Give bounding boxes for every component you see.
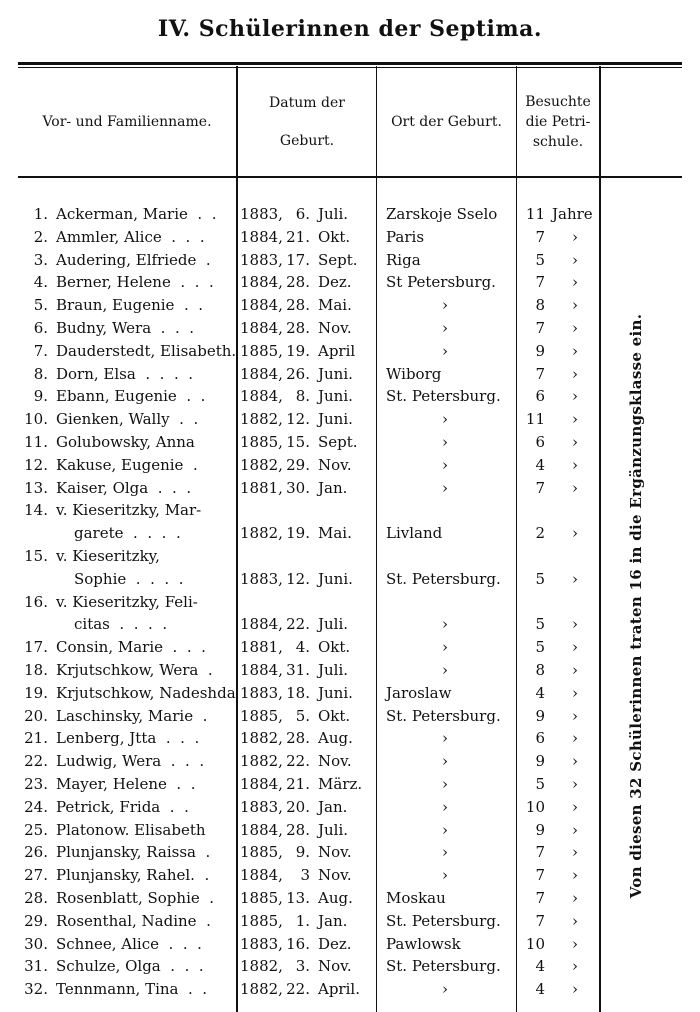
birth-place: Paris	[386, 227, 425, 246]
birth-year: 1883,	[240, 250, 283, 269]
birth-place: Wiborg	[386, 364, 442, 383]
birth-month: Nov.	[318, 319, 352, 337]
birth-year: 1882,	[240, 980, 283, 999]
table-row-number: 23.	[24, 775, 48, 793]
birth-year: 1884,	[240, 387, 283, 406]
student-name: Kaiser, Olga . . .	[56, 478, 192, 497]
birth-year: 1884,	[240, 820, 283, 839]
years-unit: ›	[572, 820, 578, 839]
birth-day: 31.	[286, 661, 310, 679]
birth-place: St. Petersburg.	[386, 706, 501, 725]
birth-place: ›	[442, 661, 448, 679]
birth-place: ›	[442, 615, 448, 634]
student-name: Plunjansky, Raissa .	[56, 843, 211, 862]
years-attended: 4	[535, 980, 545, 999]
birth-day: 6.	[295, 205, 310, 223]
birth-month: Jan.	[318, 797, 348, 816]
student-name: Dorn, Elsa . . . .	[56, 364, 194, 383]
birth-month: Nov.	[318, 455, 352, 474]
table-row-number: 5.	[33, 296, 48, 315]
birth-day: 26.	[286, 364, 310, 383]
table-row-number: 25.	[24, 820, 48, 839]
birth-place: ›	[442, 433, 448, 451]
column-rule-4	[599, 66, 601, 1012]
birth-month: Nov.	[318, 866, 352, 885]
birth-day: 3	[300, 866, 310, 885]
birth-month: Juni.	[318, 410, 353, 429]
years-unit: ›	[572, 410, 578, 429]
birth-year: 1884,	[240, 364, 283, 383]
birth-month: Sept.	[318, 250, 358, 269]
birth-place: St. Petersburg.	[386, 387, 501, 406]
birth-year: 1884,	[240, 319, 283, 337]
birth-day: 13.	[286, 889, 310, 907]
years-unit: ›	[572, 661, 578, 679]
birth-year: 1882,	[240, 410, 283, 429]
birth-month: April	[318, 341, 356, 360]
student-name: Mayer, Helene . .	[56, 775, 196, 793]
table-row-number: 10.	[24, 410, 48, 429]
birth-year: 1884,	[240, 273, 283, 292]
table-row-number: 9.	[33, 387, 48, 406]
birth-year: 1885,	[240, 706, 283, 725]
birth-month: Aug.	[318, 729, 353, 748]
birth-day: 22.	[286, 980, 310, 999]
student-name: Tennmann, Tina . .	[56, 980, 208, 999]
student-name: Ackerman, Marie . .	[56, 205, 217, 223]
student-name: Golubowsky, Anna	[56, 433, 195, 451]
table-row-number: 3.	[33, 250, 48, 269]
table-row-number: 26.	[24, 843, 48, 862]
table-row-number: 31.	[24, 957, 48, 976]
birth-place: ›	[442, 341, 448, 360]
birth-day: 22.	[286, 615, 310, 634]
table-row-number: 19.	[24, 683, 48, 702]
years-unit: Jahre	[552, 205, 593, 223]
years-unit: ›	[572, 889, 578, 907]
years-unit: ›	[572, 775, 578, 793]
birth-day: 1.	[295, 911, 310, 930]
birth-place: St. Petersburg.	[386, 569, 501, 588]
student-name: Schulze, Olga . . .	[56, 957, 204, 976]
birth-year: 1882,	[240, 957, 283, 976]
birth-day: 19.	[286, 524, 310, 543]
birth-day: 28.	[286, 296, 310, 315]
student-name: Krjutschkow, Wera .	[56, 661, 213, 679]
birth-day: 28.	[286, 319, 310, 337]
birth-day: 9.	[295, 843, 310, 862]
student-name: Sophie . . . .	[74, 569, 184, 588]
birth-month: Juli.	[318, 205, 349, 223]
birth-year: 1885,	[240, 341, 283, 360]
years-unit: ›	[572, 433, 578, 451]
table-row-number: 22.	[24, 752, 48, 771]
years-attended: 5	[535, 569, 545, 588]
birth-place: ›	[442, 843, 448, 862]
years-unit: ›	[572, 706, 578, 725]
birth-place: ›	[442, 410, 448, 429]
student-name: Petrick, Frida . .	[56, 797, 189, 816]
header-name: Vor- und Familienname.	[42, 114, 212, 130]
table-row-number: 15.	[24, 547, 48, 565]
years-unit: ›	[572, 615, 578, 634]
header-bottom-rule	[18, 176, 682, 178]
table-row-number: 21.	[24, 729, 48, 748]
table-row-number: 13.	[24, 478, 48, 497]
birth-day: 28.	[286, 820, 310, 839]
birth-place: ›	[442, 729, 448, 748]
birth-month: März.	[318, 775, 363, 793]
birth-day: 22.	[286, 752, 310, 771]
birth-place: ›	[442, 478, 448, 497]
birth-month: Mai.	[318, 524, 352, 543]
student-name: Platonow. Elisabeth	[56, 820, 206, 839]
birth-month: Juni.	[318, 683, 353, 702]
birth-year: 1882,	[240, 455, 283, 474]
birth-place: Zarskoje Sselo	[386, 205, 498, 223]
student-name: Ebann, Eugenie . .	[56, 387, 206, 406]
student-name: v. Kieseritzky,	[56, 547, 160, 565]
birth-year: 1882,	[240, 752, 283, 771]
birth-year: 1884,	[240, 227, 283, 246]
birth-year: 1885,	[240, 843, 283, 862]
years-attended: 8	[535, 661, 545, 679]
birth-place: St Petersburg.	[386, 273, 496, 292]
birth-year: 1882,	[240, 524, 283, 543]
birth-year: 1882,	[240, 729, 283, 748]
header-visit-line3: schule.	[532, 134, 584, 150]
student-name: Ammler, Alice . . .	[56, 227, 205, 246]
student-name: Dauderstedt, Elisabeth.	[56, 341, 237, 360]
years-unit: ›	[572, 934, 578, 953]
birth-month: Jan.	[318, 911, 348, 930]
birth-day: 15.	[286, 433, 310, 451]
birth-month: Dez.	[318, 273, 352, 292]
years-unit: ›	[572, 683, 578, 702]
birth-month: Aug.	[318, 889, 353, 907]
table-row-number: 1.	[33, 205, 48, 223]
student-name: Braun, Eugenie . .	[56, 296, 204, 315]
years-attended: 4	[535, 683, 545, 702]
table-row-number: 8.	[33, 364, 48, 383]
side-note-text: Von diesen 32 Schülerinnen traten 16 in die Ergänzungsklasse ein.	[627, 313, 645, 899]
birth-place: ›	[442, 752, 448, 771]
birth-year: 1883,	[240, 205, 283, 223]
years-attended: 5	[535, 775, 545, 793]
years-attended: 9	[535, 820, 545, 839]
birth-month: Okt.	[318, 706, 351, 725]
years-attended: 4	[535, 957, 545, 976]
birth-place: ›	[442, 638, 448, 657]
birth-day: 20.	[286, 797, 310, 816]
birth-day: 4.	[295, 638, 310, 657]
birth-month: Jan.	[318, 478, 348, 497]
top-rule-thick	[18, 62, 682, 65]
birth-day: 19.	[286, 341, 310, 360]
years-attended: 5	[535, 250, 545, 269]
header-visit-line2: die Petri-	[525, 114, 591, 130]
birth-place: Livland	[386, 524, 443, 543]
years-attended: 7	[535, 319, 545, 337]
top-rule-thin	[18, 67, 682, 68]
years-attended: 11	[525, 410, 545, 429]
birth-place: ›	[442, 296, 448, 315]
years-unit: ›	[572, 911, 578, 930]
birth-year: 1883,	[240, 683, 283, 702]
header-place: Ort der Geburt.	[391, 114, 502, 130]
student-name: Berner, Helene . . .	[56, 273, 214, 292]
birth-place: Jaroslaw	[386, 683, 452, 702]
years-unit: ›	[572, 387, 578, 406]
birth-year: 1881,	[240, 638, 283, 657]
years-unit: ›	[572, 957, 578, 976]
student-name: Laschinsky, Marie .	[56, 706, 208, 725]
years-unit: ›	[572, 250, 578, 269]
birth-place: ›	[442, 980, 448, 999]
table-row-number: 16.	[24, 592, 48, 611]
years-unit: ›	[572, 980, 578, 999]
header-date-line1: Datum der	[269, 95, 345, 111]
birth-year: 1884,	[240, 615, 283, 634]
student-name: Krjutschkow, Nadeshda	[56, 683, 236, 702]
years-unit: ›	[572, 866, 578, 885]
table-row-number: 6.	[33, 319, 48, 337]
header-visit	[517, 82, 599, 162]
birth-place: Moskau	[386, 889, 446, 907]
birth-place: Pawlowsk	[386, 934, 461, 953]
birth-month: Okt.	[318, 638, 351, 657]
birth-month: Juli.	[318, 615, 349, 634]
column-rule-1	[236, 66, 238, 1012]
birth-month: Dez.	[318, 934, 352, 953]
birth-place: ›	[442, 319, 448, 337]
table-row-number: 4.	[33, 273, 48, 292]
birth-place: ›	[442, 797, 448, 816]
years-unit: ›	[572, 638, 578, 657]
birth-month: Juli.	[318, 661, 349, 679]
birth-place: Riga	[386, 250, 421, 269]
column-rule-2	[376, 66, 377, 1012]
years-unit: ›	[572, 319, 578, 337]
table-row-number: 30.	[24, 934, 48, 953]
birth-month: Sept.	[318, 433, 358, 451]
student-name: citas . . . .	[74, 615, 168, 634]
birth-year: 1881,	[240, 478, 283, 497]
birth-year: 1884,	[240, 866, 283, 885]
years-attended: 7	[535, 227, 545, 246]
birth-place: ›	[442, 820, 448, 839]
student-name: v. Kieseritzky, Mar-	[56, 501, 202, 520]
table-row-number: 17.	[24, 638, 48, 657]
birth-year: 1885,	[240, 889, 283, 907]
birth-year: 1883,	[240, 569, 283, 588]
birth-day: 30.	[286, 478, 310, 497]
birth-day: 21.	[286, 227, 310, 246]
years-attended: 6	[535, 729, 545, 748]
years-attended: 6	[535, 387, 545, 406]
birth-day: 8.	[295, 387, 310, 406]
birth-place: ›	[442, 866, 448, 885]
birth-day: 16.	[286, 934, 310, 953]
years-unit: ›	[572, 341, 578, 360]
header-date	[238, 74, 376, 170]
birth-day: 21.	[286, 775, 310, 793]
years-attended: 10	[525, 797, 545, 816]
column-rule-3	[516, 66, 517, 1012]
birth-month: Mai.	[318, 296, 352, 315]
birth-month: Nov.	[318, 843, 352, 862]
birth-day: 28.	[286, 729, 310, 748]
birth-month: Nov.	[318, 752, 352, 771]
years-attended: 7	[535, 866, 545, 885]
student-name: Plunjansky, Rahel. .	[56, 866, 210, 885]
birth-year: 1884,	[240, 661, 283, 679]
birth-day: 3.	[295, 957, 310, 976]
birth-place: ›	[442, 775, 448, 793]
header-date-line2: Geburt.	[279, 133, 335, 149]
birth-place: ›	[442, 455, 448, 474]
years-attended: 7	[535, 273, 545, 292]
years-unit: ›	[572, 478, 578, 497]
student-name: Rosenthal, Nadine .	[56, 911, 211, 930]
birth-month: Nov.	[318, 957, 352, 976]
birth-day: 5.	[295, 706, 310, 725]
student-name: Lenberg, Jtta . . .	[56, 729, 200, 748]
student-name: garete . . . .	[74, 524, 181, 543]
years-attended: 5	[535, 615, 545, 634]
birth-day: 12.	[286, 569, 310, 588]
years-unit: ›	[572, 843, 578, 862]
table-row-number: 27.	[24, 866, 48, 885]
birth-year: 1883,	[240, 934, 283, 953]
years-attended: 7	[535, 911, 545, 930]
years-attended: 6	[535, 433, 545, 451]
birth-day: 18.	[286, 683, 310, 702]
years-unit: ›	[572, 569, 578, 588]
table-row-number: 7.	[33, 341, 48, 360]
years-unit: ›	[572, 729, 578, 748]
table-row-number: 11.	[24, 433, 48, 451]
years-unit: ›	[572, 524, 578, 543]
birth-year: 1885,	[240, 433, 283, 451]
birth-month: April.	[318, 980, 360, 999]
student-name: v. Kieseritzky, Feli-	[56, 592, 198, 611]
table-row-number: 12.	[24, 455, 48, 474]
years-unit: ›	[572, 296, 578, 315]
birth-place: St. Petersburg.	[386, 911, 501, 930]
birth-year: 1885,	[240, 911, 283, 930]
birth-year: 1884,	[240, 296, 283, 315]
years-attended: 4	[535, 455, 545, 474]
years-unit: ›	[572, 455, 578, 474]
header-visit-line1: Besuchte	[525, 94, 591, 110]
table-row-number: 2.	[33, 227, 48, 246]
years-attended: 7	[535, 843, 545, 862]
student-name: Consin, Marie . . .	[56, 638, 206, 657]
birth-place: St. Petersburg.	[386, 957, 501, 976]
student-name: Gienken, Wally . .	[56, 410, 199, 429]
years-attended: 5	[535, 638, 545, 657]
birth-month: Juni.	[318, 364, 353, 383]
birth-day: 17.	[286, 250, 310, 269]
years-attended: 7	[535, 478, 545, 497]
table-row-number: 29.	[24, 911, 48, 930]
student-name: Kakuse, Eugenie .	[56, 455, 198, 474]
years-unit: ›	[572, 752, 578, 771]
student-name: Audering, Elfriede .	[56, 250, 211, 269]
birth-year: 1884,	[240, 775, 283, 793]
birth-year: 1883,	[240, 797, 283, 816]
birth-month: Juni.	[318, 569, 353, 588]
birth-day: 12.	[286, 410, 310, 429]
years-attended: 7	[535, 364, 545, 383]
years-attended: 2	[535, 524, 545, 543]
years-attended: 10	[525, 934, 545, 953]
years-unit: ›	[572, 364, 578, 383]
table-row-number: 28.	[24, 889, 48, 907]
years-attended: 11	[525, 205, 545, 223]
student-name: Schnee, Alice . . .	[56, 934, 202, 953]
birth-day: 28.	[286, 273, 310, 292]
years-attended: 9	[535, 706, 545, 725]
years-unit: ›	[572, 227, 578, 246]
student-name: Ludwig, Wera . . .	[56, 752, 205, 771]
page-title: IV. Schülerinnen der Septima.	[157, 16, 543, 42]
table-row-number: 18.	[24, 661, 48, 679]
table-row-number: 32.	[24, 980, 48, 999]
years-attended: 9	[535, 341, 545, 360]
student-name: Budny, Wera . . .	[56, 319, 195, 337]
years-attended: 9	[535, 752, 545, 771]
years-unit: ›	[572, 273, 578, 292]
table-row-number: 14.	[24, 501, 48, 520]
birth-day: 29.	[286, 455, 310, 474]
birth-month: Juni.	[318, 387, 353, 406]
years-unit: ›	[572, 797, 578, 816]
birth-month: Juli.	[318, 820, 349, 839]
student-name: Rosenblatt, Sophie .	[56, 889, 215, 907]
years-attended: 7	[535, 889, 545, 907]
table-row-number: 24.	[24, 797, 48, 816]
table-row-number: 20.	[24, 706, 48, 725]
years-attended: 8	[535, 296, 545, 315]
birth-month: Okt.	[318, 227, 351, 246]
